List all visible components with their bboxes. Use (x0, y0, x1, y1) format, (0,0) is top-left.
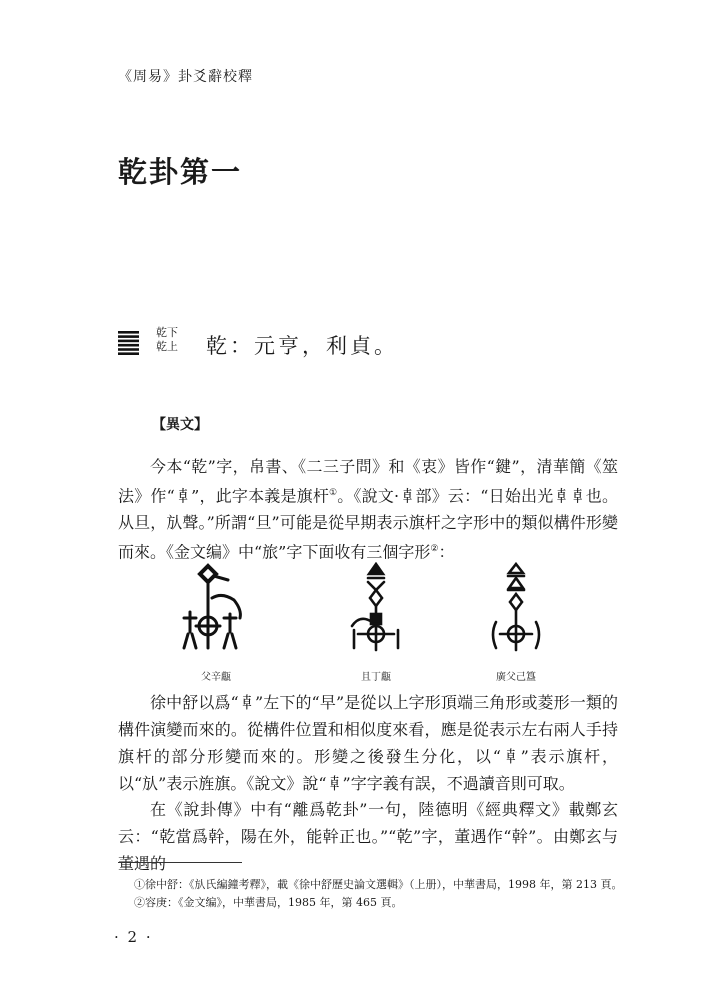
hexagram-qian-icon (118, 331, 139, 355)
upper-trigram-label: 乾上 (156, 340, 178, 353)
bronze-glyph-3-icon (478, 562, 554, 658)
glyph-caption-3: 廣父己簋 (496, 672, 536, 683)
section-label-variants: 【異文】 (152, 417, 208, 433)
trigram-labels (156, 326, 178, 354)
footnote-ref-2[interactable]: ② (430, 544, 439, 555)
bronze-glyph-2-icon (338, 562, 414, 658)
glyph-figure-1 (170, 562, 262, 683)
glyph-figure-3 (470, 562, 562, 683)
footnote-divider (118, 862, 242, 863)
footnote-1: ①徐中舒：《㫃氏編鐘考釋》，載《徐中舒歷史論文選輯》（上册），中華書局，1998 年，第 213 頁。 (134, 878, 623, 891)
hexagram-judgment: 乾：元亨，利貞。 (206, 334, 398, 358)
footnote-ref-1[interactable]: ① (329, 488, 338, 498)
paragraph-1-text: 今本“乾”字，帛書、《二三子問》和《衷》皆作“鍵”，清華簡《筮法》作“𠦝”，此字本義是旗杆 (118, 457, 618, 506)
chapter-title: 乾卦第一 (118, 155, 243, 189)
lower-trigram-label: 乾下 (156, 326, 178, 339)
glyph-caption-2: 且丁甗 (361, 672, 391, 683)
paragraph-1-end: ： (438, 542, 455, 562)
bronze-glyph-1-icon (178, 562, 254, 658)
paragraph-1 (118, 453, 618, 566)
glyph-figure-2 (330, 562, 422, 683)
glyph-caption-1: 父辛甗 (201, 672, 231, 683)
paragraph-2: 徐中舒以爲“𠦝”左下的“早”是從以上字形頂端三角形或菱形一類的構件演變而來的。從構件位置和相似度來看，應是從表示左右兩人手持旗杆的部分形變而來的。形變之後發生分化，以“𠦝”表示旗杆，以“㫃”表示旌旗。《說文》說“𠦝”字字義有誤，不過讀音則可取。 (118, 693, 618, 793)
paragraph-3: 在《說卦傳》中有“離爲乾卦”一句，陸德明《經典釋文》載鄭玄云：“乾當爲幹，陽在外，能幹正也。”“乾”字，董遇作“幹”。由鄭玄与董遇的 (118, 800, 618, 873)
footnote-2: ②容庚：《金文编》，中華書局，1985 年，第 465 頁。 (134, 896, 403, 909)
footnotes (134, 876, 622, 912)
page-number: · 2 · (114, 928, 153, 946)
paragraph-1b-text: 。《說文·𠦝部》云：“日始出光𠦝𠦝也。从旦，㫃聲。”所謂“旦”可能是從早期表示旗杆之字形中的類似構件形變而來。《金文编》中“旅”字下面收有三個字形 (118, 486, 618, 562)
running-head: 《周易》卦爻辭校釋 (118, 69, 253, 85)
